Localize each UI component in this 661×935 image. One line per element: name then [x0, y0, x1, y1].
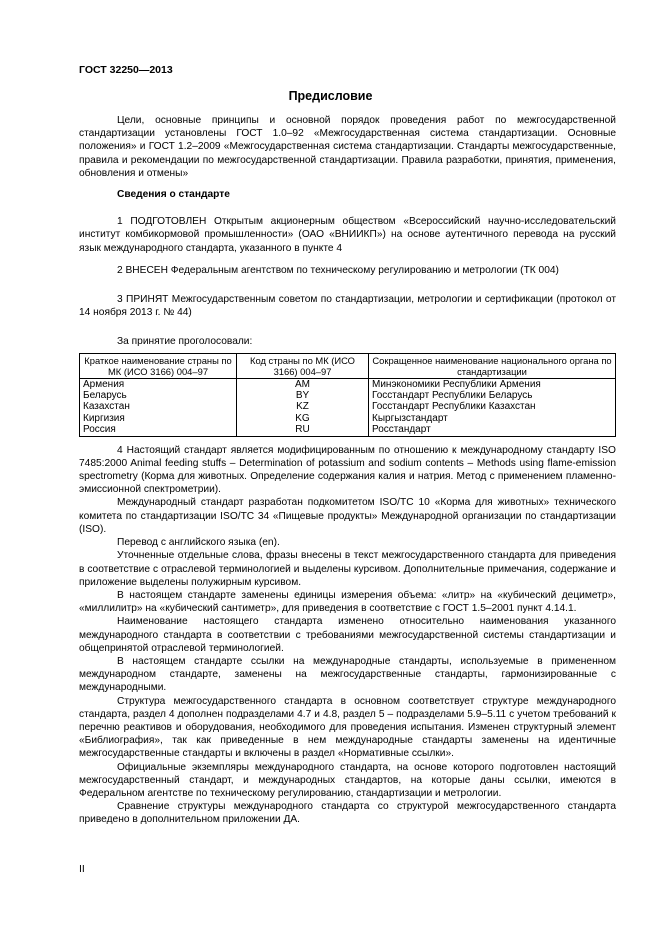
table-cell-organ: Госстандарт Республики Казахстан: [369, 401, 616, 412]
table-header-row: [80, 353, 616, 378]
intro-paragraph: Цели, основные принципы и основной порядок проведения работ по межгосударственной стандартизации установлены ГОСТ 1.0–92 «Межгосударственная система стандартизации. Основные положения» и ГОСТ 1.2–2009 «Межгосударственная система стандартизации. Стандарты межгосударственные, правила и рекомендации по межгосударственной стандартизации. Правила разработки, принятия, применения, обновления и отмены»: [79, 115, 616, 179]
table-header-code: Код страны по МК (ИСО 3166) 004–97: [237, 353, 369, 378]
countries-table: [79, 353, 616, 437]
countries-table-wrap: [79, 353, 616, 437]
body-paragraph: Структура межгосударственного стандарта в основном соответствует структуре международного стандарта, раздел 4 дополнен подразделами 4.7 и 4.8, раздел 5 – подразделами 5.9–5.11 с учетом требований к перечню реактивов и оборудования, необходимого для проведения испытания. Изменен структурный элемент «Библиография», так как приведенные в нем международные стандарты заменены на идентичные межгосударственные стандарты и включены в раздел «Нормативные ссылки».: [79, 695, 616, 760]
item-1-paragraph: 1 ПОДГОТОВЛЕН Открытым акционерным обществом «Всероссийский научно-исследовательский институт комбикормовой промышленности» (ОАО «ВНИИКП») на основе аутентичного перевода на русский язык международного стандарта, указанного в пункте 4: [79, 216, 616, 254]
vote-label: За принятие проголосовали:: [117, 336, 253, 348]
document-code-header: ГОСТ 32250—2013: [79, 64, 173, 76]
body-paragraph: Официальные экземпляры международного стандарта, на основе которого подготовлен настоящий межгосударственный стандарт, и международных стандартов, на которые даны ссылки, имеются в Федеральном агентстве по техническому регулированию, стандартизации и метрологии.: [79, 761, 616, 799]
item-2-paragraph: 2 ВНЕСЕН Федеральным агентством по техническому регулированию и метрологии (ТК 004): [117, 264, 559, 276]
body-paragraph: Международный стандарт разработан подкомитетом ISO/TC 10 «Корма для животных» технического комитета по стандартизации ISO/TC 34 «Пищевые продукты» Международной организации по стандартизации (ISO).: [79, 497, 616, 535]
table-row: [80, 378, 616, 390]
table-row: [80, 390, 616, 401]
page-title: Предисловие: [288, 89, 373, 103]
table-cell-country: Армения: [80, 378, 237, 390]
table-row: [80, 401, 616, 412]
document-body: [79, 114, 616, 827]
table-cell-country: Киргизия: [80, 413, 237, 424]
table-cell-organ: Росстандарт: [369, 424, 616, 436]
body-paragraph: Сравнение структуры международного стандарта со структурой межгосударственного стандарта приведено в дополнительном приложении ДА.: [79, 801, 616, 826]
section-title: Сведения о стандарте: [117, 189, 230, 201]
body-paragraph: В настоящем стандарте ссылки на международные стандарты, используемые в примененном международном стандарте, заменены на межгосударственные стандарты, гармонизированные с международными.: [79, 655, 616, 694]
table-cell-organ: Кыргызстандарт: [369, 413, 616, 424]
item-4-paragraph: 4 Настоящий стандарт является модифицированным по отношению к международному стандарту ISO 7485:2000 Animal feeding stuffs – Determination of potassium and sodium contents – Methods using flame-emission spectrometry (Корма для животных. Определение содержания калия и натрия. Метод с применением пламенно-эмиссионной спектрометрии).: [79, 444, 616, 496]
table-cell-code: AM: [237, 378, 369, 390]
table-cell-country: Казахстан: [80, 401, 237, 412]
page-number: II: [79, 863, 85, 875]
table-cell-code: KZ: [237, 401, 369, 412]
table-row: [80, 424, 616, 436]
table-cell-country: Беларусь: [80, 390, 237, 401]
body-paragraph: Уточненные отдельные слова, фразы внесены в текст межгосударственного стандарта для приведения в соответствие с отраслевой терминологией и выделены курсивом. Дополнительные примечания, содержание и приложение выделены полужирным курсивом.: [79, 550, 616, 588]
table-cell-code: RU: [237, 424, 369, 436]
table-cell-code: BY: [237, 390, 369, 401]
table-row: [80, 413, 616, 424]
item-3-paragraph: 3 ПРИНЯТ Межгосударственным советом по стандартизации, метрологии и сертификации (протокол от 14 ноября 2013 г. № 44): [79, 294, 616, 319]
table-cell-organ: Минэкономики Республики Армения: [369, 378, 616, 390]
table-cell-organ: Госстандарт Республики Беларусь: [369, 390, 616, 401]
body-paragraph: Перевод с английского языка (en).: [117, 537, 280, 549]
body-paragraph: Наименование настоящего стандарта изменено относительно наименования указанного международного стандарта в соответствии с требованиями межгосударственной системы стандартизации и общепринятой отраслевой терминологией.: [79, 616, 616, 654]
table-cell-country: Россия: [80, 424, 237, 436]
table-header-organ: Сокращенное наименование национального органа по стандартизации: [369, 353, 616, 378]
table-cell-code: KG: [237, 413, 369, 424]
body-paragraph: В настоящем стандарте заменены единицы измерения объема: «литр» на «кубический дециметр», «миллилитр» на «кубический сантиметр», для приведения в соответствие с ГОСТ 1.5–2001 пункт 4.14.1.: [79, 589, 616, 615]
table-header-country: Краткое наименование страны по МК (ИСО 3166) 004–97: [80, 353, 237, 378]
